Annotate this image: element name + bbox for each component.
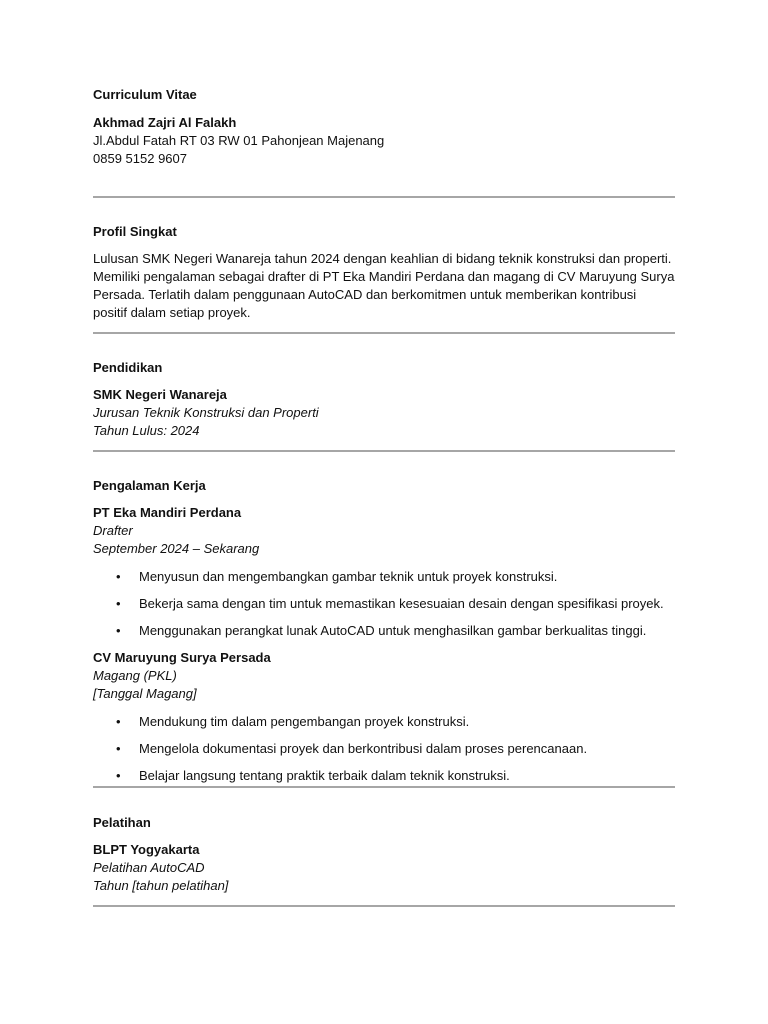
duty-text: Bekerja sama dengan tim untuk memastikan kesesuaian desain dengan spesifikasi proyek.: [139, 596, 664, 611]
training-institution: BLPT Yogyakarta: [93, 842, 200, 857]
school-name: SMK Negeri Wanareja: [93, 387, 227, 402]
job-duties-list: [93, 713, 675, 794]
list-item: [93, 595, 675, 622]
profile-line: positif dalam setiap proyek.: [93, 305, 251, 320]
school-major: Jurusan Teknik Konstruksi dan Properti: [93, 405, 319, 420]
graduation-year: Tahun Lulus: 2024: [93, 423, 200, 438]
section-heading-profile: Profil Singkat: [93, 224, 177, 239]
duty-text: Menggunakan perangkat lunak AutoCAD untuk menghasilkan gambar berkualitas tinggi.: [139, 623, 647, 638]
list-item: [93, 568, 675, 595]
duty-text: Mendukung tim dalam pengembangan proyek konstruksi.: [139, 714, 470, 729]
bullet-icon: •: [116, 768, 121, 783]
section-heading-training: Pelatihan: [93, 815, 151, 830]
training-course: Pelatihan AutoCAD: [93, 860, 205, 875]
bullet-icon: •: [116, 596, 121, 611]
section-heading-experience: Pengalaman Kerja: [93, 478, 206, 493]
candidate-address: Jl.Abdul Fatah RT 03 RW 01 Pahonjean Majenang: [93, 133, 385, 148]
job-duties-list: [93, 568, 675, 649]
profile-line: Persada. Terlatih dalam penggunaan AutoCAD dan berkomitmen untuk memberikan kontribusi: [93, 287, 637, 302]
candidate-name: Akhmad Zajri Al Falakh: [93, 115, 237, 130]
doc-title: Curriculum Vitae: [93, 87, 197, 102]
bullet-icon: •: [116, 741, 121, 756]
duty-text: Mengelola dokumentasi proyek dan berkontribusi dalam proses perencanaan.: [139, 741, 588, 756]
bullet-icon: •: [116, 569, 121, 584]
profile-text: [93, 250, 675, 322]
job-entry: [93, 504, 675, 649]
job-role: Magang (PKL): [93, 668, 177, 683]
list-item: [93, 767, 675, 794]
cv-document: [93, 86, 675, 907]
list-item: [93, 622, 675, 649]
duty-text: Menyusun dan mengembangkan gambar teknik untuk proyek konstruksi.: [139, 569, 558, 584]
duty-text: Belajar langsung tentang praktik terbaik dalam teknik konstruksi.: [139, 768, 510, 783]
bullet-icon: •: [116, 714, 121, 729]
bullet-icon: •: [116, 623, 121, 638]
job-entry: [93, 649, 675, 794]
job-period: [Tanggal Magang]: [93, 686, 197, 701]
section-heading-education: Pendidikan: [93, 360, 163, 375]
profile-line: Lulusan SMK Negeri Wanareja tahun 2024 dengan keahlian di bidang teknik konstruksi dan properti.: [93, 251, 672, 266]
candidate-phone: 0859 5152 9607: [93, 151, 187, 166]
training-year: Tahun [tahun pelatihan]: [93, 878, 229, 893]
divider: [93, 905, 675, 907]
job-company: PT Eka Mandiri Perdana: [93, 505, 242, 520]
profile-line: Memiliki pengalaman sebagai drafter di PT Eka Mandiri Perdana dan magang di CV Maruyung Surya: [93, 269, 675, 284]
list-item: [93, 740, 675, 767]
job-company: CV Maruyung Surya Persada: [93, 650, 271, 665]
job-role: Drafter: [93, 523, 133, 538]
job-period: September 2024 – Sekarang: [93, 541, 260, 556]
list-item: [93, 713, 675, 740]
